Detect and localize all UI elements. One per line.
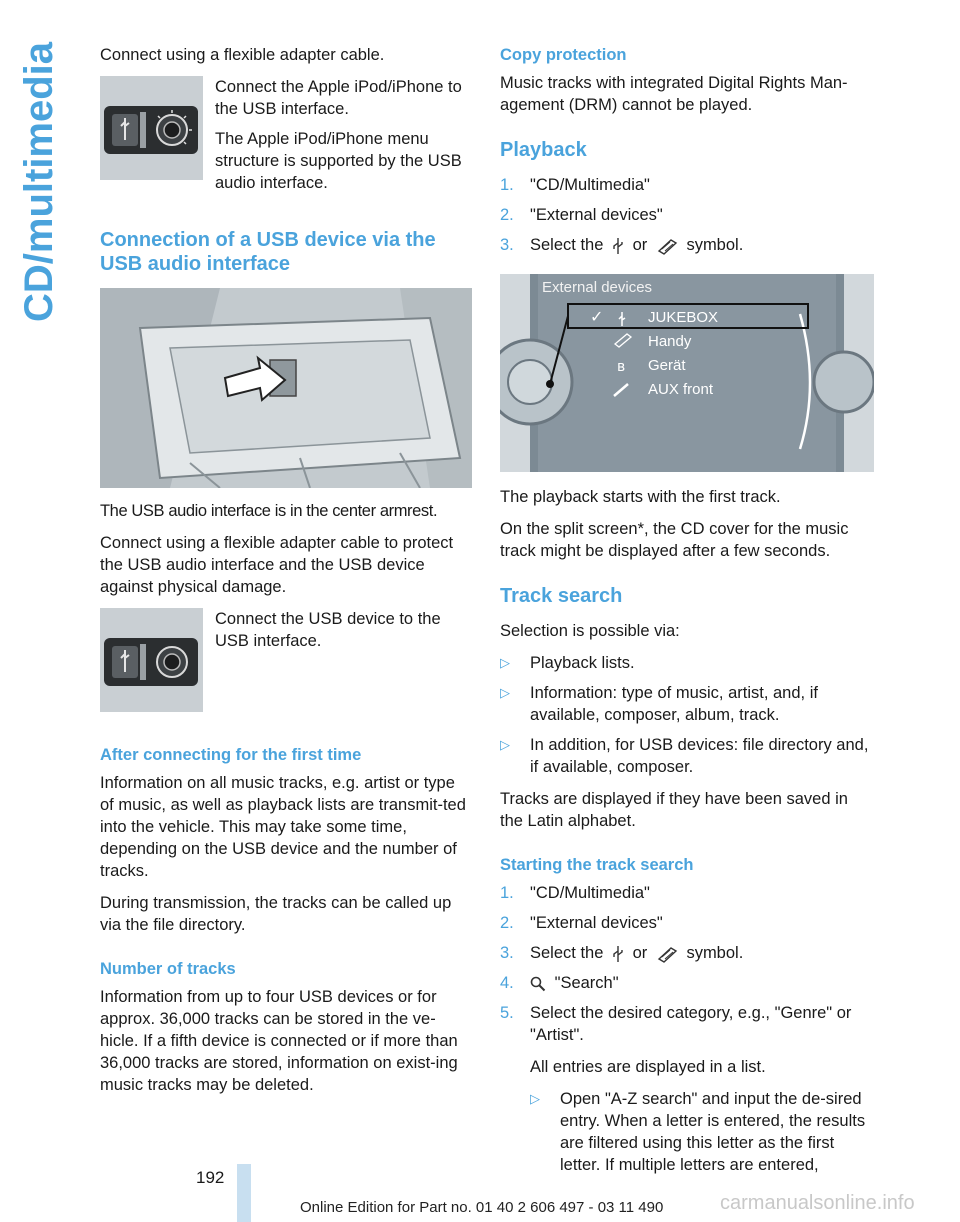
playback-steps xyxy=(500,174,874,256)
ipod-menu-text: The Apple iPod/iPhone menu structure is supported by the USB audio interface. xyxy=(215,130,462,192)
online-edition-note: Online Edition for Part no. 01 40 2 606 497 - 03 11 490 xyxy=(300,1199,664,1216)
step-text xyxy=(530,972,619,994)
step-number: 2. xyxy=(500,206,514,224)
step-text-mid: or xyxy=(632,944,648,962)
intro-paragraph: Connect using a flexible adapter cable. xyxy=(100,46,385,64)
step-text-search: "Search" xyxy=(554,974,619,992)
search-step xyxy=(500,942,874,964)
bullet-text: Playback lists. xyxy=(530,654,635,672)
step-text xyxy=(530,942,743,964)
bluetooth-icon: ʙ xyxy=(617,359,626,375)
triangle-bullet-icon: ▷ xyxy=(530,1091,540,1106)
step-number: 2. xyxy=(500,914,514,932)
right-column xyxy=(500,44,874,1186)
step-number: 1. xyxy=(500,176,514,194)
usb-figure xyxy=(100,608,472,712)
number-tracks-heading: Number of tracks xyxy=(100,960,236,978)
bullet-text: Open "A-Z search" and input the de-sired entry. When a letter is entered, the results are filtered using this letter as the first letter. If multiple letters are entered, xyxy=(560,1090,866,1174)
step-text-post: symbol. xyxy=(686,236,744,254)
copy-paragraph: Music tracks with integrated Digital Rights Man-agement (DRM) cannot be played. xyxy=(500,74,848,114)
bullet-item xyxy=(500,652,874,674)
step-text-pre: Select the xyxy=(530,236,604,254)
after-connecting-heading: After connecting for the first time xyxy=(100,746,362,764)
bullet-text: In addition, for USB devices: file directory and, if available, composer. xyxy=(530,736,869,776)
search-step xyxy=(500,882,874,904)
sub-bullets xyxy=(530,1088,874,1176)
split-screen-paragraph: On the split screen*, the CD cover for the music track might be displayed after a few seconds. xyxy=(500,520,849,560)
copy-protection-heading: Copy protection xyxy=(500,46,627,64)
protect-paragraph: Connect using a flexible adapter cable to protect the USB audio interface and the USB device against physical damage. xyxy=(100,534,454,596)
ipod-figure xyxy=(100,76,472,202)
search-step xyxy=(500,972,874,994)
selection-paragraph: Selection is possible via: xyxy=(500,622,680,640)
usb-figure-text xyxy=(215,608,472,712)
search-step xyxy=(500,1002,874,1046)
watermark: carmanualsonline.info xyxy=(720,1192,915,1214)
triangle-bullet-icon: ▷ xyxy=(500,685,510,700)
footer-accent-bar xyxy=(237,1164,251,1222)
latin-paragraph: Tracks are displayed if they have been saved in the Latin alphabet. xyxy=(500,790,848,830)
ipod-figure-text xyxy=(215,76,472,202)
step-number: 1. xyxy=(500,884,514,902)
track-search-heading: Track search xyxy=(500,585,623,607)
step-number: 4. xyxy=(500,974,514,992)
step-number: 3. xyxy=(500,236,514,254)
usb-symbol-icon xyxy=(612,237,624,255)
entries-paragraph: All entries are displayed in a list. xyxy=(530,1058,766,1076)
screen-item[interactable]: AUX front xyxy=(648,381,714,398)
number-paragraph: Information from up to four USB devices or for approx. 36,000 tracks can be stored in the ve-hicle. If a fifth device is connected or if more than 36,000 tracks are stored, information on exist-ing music tracks may be deleted. xyxy=(100,988,458,1094)
starting-search-heading: Starting the track search xyxy=(500,856,694,874)
side-title-text: CD/multimedia xyxy=(17,41,61,322)
playback-step xyxy=(500,204,874,226)
search-icon xyxy=(530,976,546,992)
info-paragraph: Information on all music tracks, e.g. artist or type of music, as well as playback lists are transmit-ted into the vehicle. This may take some time, depending on the USB device and the number of tracks. xyxy=(100,774,466,880)
step-number: 5. xyxy=(500,1004,514,1022)
bullet-text: Information: type of music, artist, and, if available, composer, album, track. xyxy=(530,684,818,724)
screen-item[interactable]: JUKEBOX xyxy=(648,309,719,326)
usb-symbol-icon xyxy=(612,945,624,963)
selection-bullets xyxy=(500,652,874,778)
center-armrest-image xyxy=(100,288,472,488)
step-text xyxy=(530,234,743,256)
screen-title: External devices xyxy=(542,279,653,296)
ipod-connect-text: Connect the Apple iPod/iPhone to the USB interface. xyxy=(215,78,462,118)
step-text: Select the desired category, e.g., "Genre" or "Artist". xyxy=(530,1004,852,1044)
triangle-bullet-icon: ▷ xyxy=(500,655,510,670)
usb-port-image-2 xyxy=(100,608,203,712)
screen-item[interactable]: Gerät xyxy=(648,357,686,374)
triangle-bullet-icon: ▷ xyxy=(500,737,510,752)
playback-heading: Playback xyxy=(500,139,587,161)
search-steps xyxy=(500,882,874,1046)
step-text-post: symbol. xyxy=(686,944,744,962)
step-text: "CD/Multimedia" xyxy=(530,176,650,194)
usb-section-heading: Connection of a USB device via the USB audio interface xyxy=(100,229,436,275)
step-text: "External devices" xyxy=(530,206,663,224)
usb-port-image xyxy=(100,76,203,180)
side-section-title xyxy=(0,30,64,330)
step-text: "CD/Multimedia" xyxy=(530,884,650,902)
playback-step xyxy=(500,174,874,196)
left-column xyxy=(100,44,472,1106)
bullet-item xyxy=(500,734,874,778)
playback-step xyxy=(500,234,874,256)
check-icon: ✓ xyxy=(590,307,604,326)
step-text-pre: Select the xyxy=(530,944,604,962)
step-text: "External devices" xyxy=(530,914,663,932)
usb-connect-text: Connect the USB device to the USB interface. xyxy=(215,610,441,650)
bullet-item xyxy=(530,1088,874,1176)
mobile-phone-symbol-icon xyxy=(656,237,678,255)
bullet-item xyxy=(500,682,874,726)
step-text-mid: or xyxy=(632,236,648,254)
mobile-phone-symbol-icon xyxy=(656,945,678,963)
step-number: 3. xyxy=(500,944,514,962)
screen-item[interactable]: Handy xyxy=(648,333,692,350)
search-step xyxy=(500,912,874,934)
armrest-paragraph: The USB audio interface is in the center armrest. xyxy=(100,502,438,520)
first-track-paragraph: The playback starts with the first track. xyxy=(500,488,781,506)
page-number: 192 xyxy=(196,1168,225,1187)
during-paragraph: During transmission, the tracks can be called up via the file directory. xyxy=(100,894,452,934)
external-devices-screen xyxy=(500,274,874,472)
